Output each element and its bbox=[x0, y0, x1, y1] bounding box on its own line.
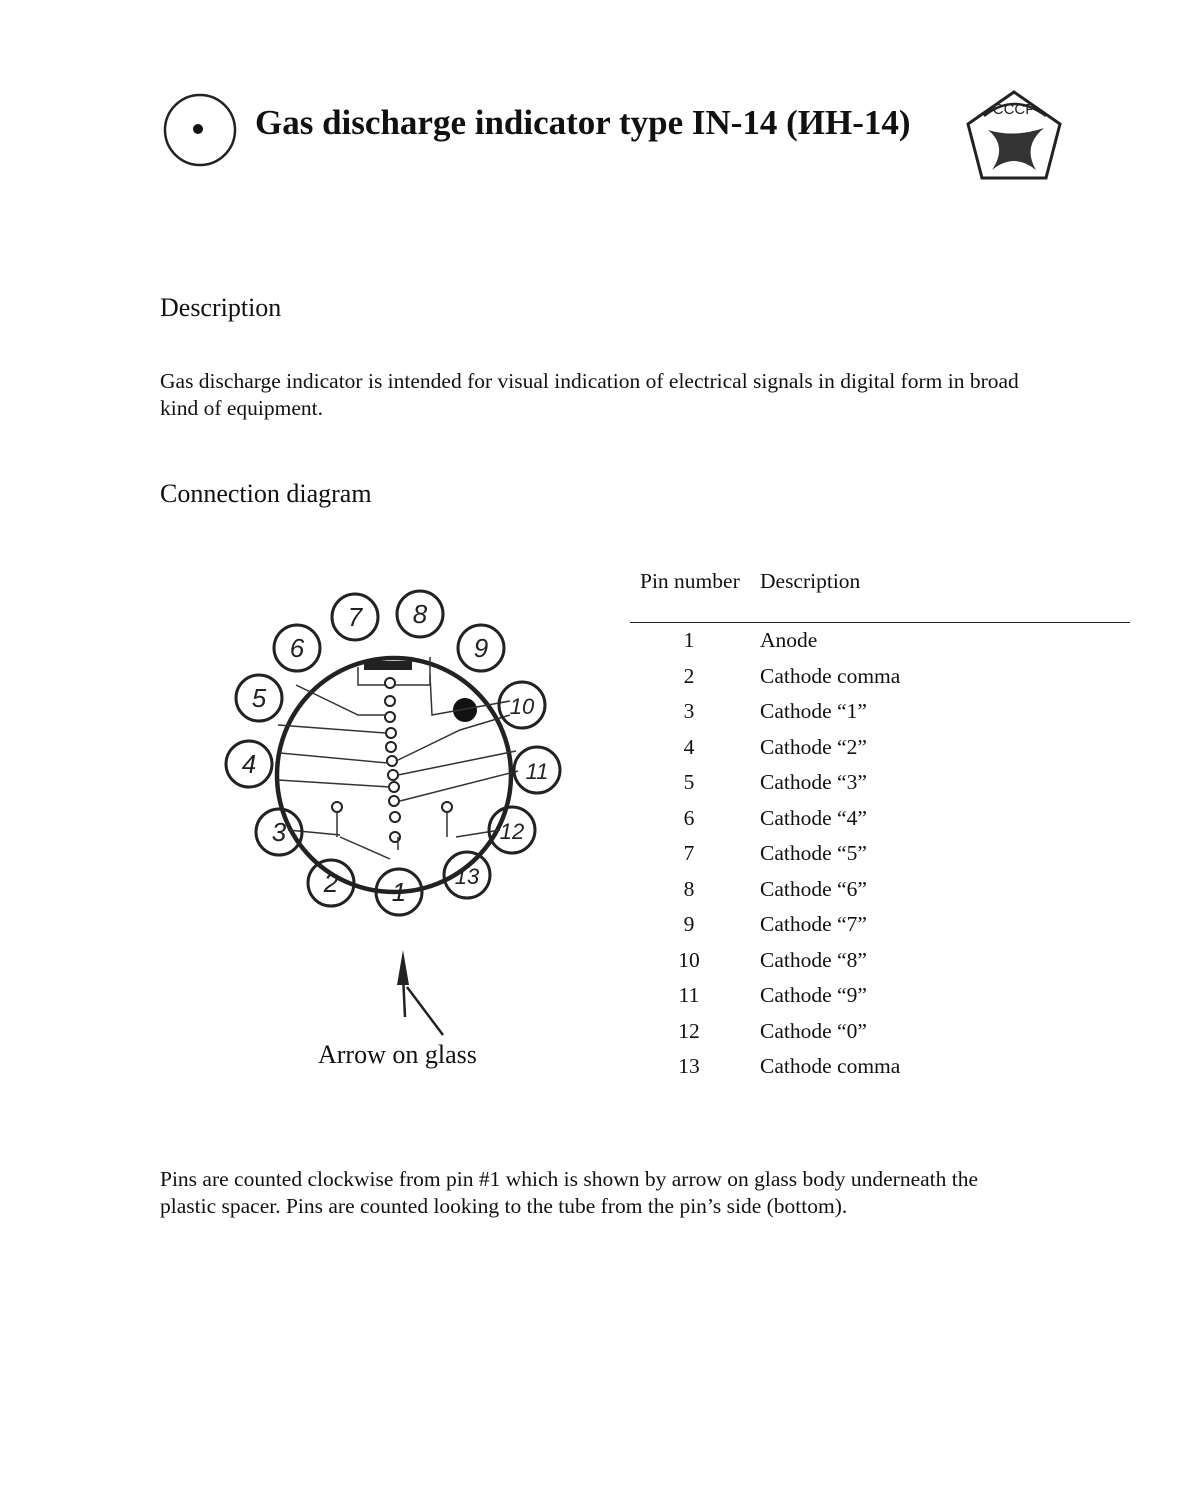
pin-number-cell: 5 bbox=[683, 770, 695, 795]
pin-description-cell: Cathode “2” bbox=[760, 734, 867, 759]
pin-number-cell: 1 bbox=[683, 628, 695, 653]
table-row bbox=[630, 765, 1130, 801]
pinout-diagram bbox=[200, 575, 600, 1045]
arrow-up-icon bbox=[397, 950, 443, 1035]
table-row bbox=[630, 1014, 1130, 1050]
table-row bbox=[630, 623, 1130, 659]
table-row bbox=[630, 730, 1130, 766]
pin-description-cell: Cathode “0” bbox=[760, 1018, 867, 1043]
pin-description-cell: Cathode “8” bbox=[760, 947, 867, 972]
pin-description-cell: Cathode “4” bbox=[760, 805, 867, 830]
pin-description-cell: Cathode comma bbox=[760, 663, 901, 688]
pin-description-cell: Cathode “9” bbox=[760, 983, 867, 1008]
pin-6-label: 6 bbox=[289, 633, 305, 663]
col-header-description: Description bbox=[760, 569, 861, 593]
pin-number-cell: 11 bbox=[678, 983, 700, 1008]
table-row bbox=[630, 836, 1130, 872]
pin-7-label: 7 bbox=[347, 602, 363, 632]
soviet-quality-mark-icon bbox=[960, 86, 1068, 186]
table-row bbox=[630, 694, 1130, 730]
connection-heading: Connection diagram bbox=[160, 479, 372, 508]
footer-text: Pins are counted clockwise from pin #1 which is shown by arrow on glass body underneath the plastic spacer. Pins are counted looking to the tube from the pin’s side (bottom). bbox=[160, 1167, 979, 1218]
pin-10-label: 10 bbox=[509, 694, 535, 719]
pin-description-cell: Cathode comma bbox=[760, 1054, 901, 1079]
pin-description-cell: Anode bbox=[760, 628, 818, 653]
pin-number-cell: 4 bbox=[683, 734, 695, 759]
pin-13-label: 13 bbox=[454, 864, 480, 889]
pin-number-cell: 10 bbox=[678, 947, 700, 972]
pin-11-label: 11 bbox=[525, 759, 549, 784]
anode-bar bbox=[364, 661, 412, 670]
dot-in-circle-icon bbox=[160, 92, 240, 168]
pin-description-cell: Cathode “3” bbox=[760, 770, 867, 795]
table-header-row bbox=[630, 568, 1130, 623]
pin-number-cell: 12 bbox=[678, 1018, 700, 1043]
pin-2-label: 2 bbox=[323, 868, 339, 898]
table-row bbox=[630, 1049, 1130, 1085]
pin-number-cell: 6 bbox=[683, 805, 695, 830]
pin-12-label: 12 bbox=[499, 819, 525, 844]
pin-3-label: 3 bbox=[271, 817, 287, 847]
pin-description-cell: Cathode “5” bbox=[760, 841, 867, 866]
pin-number-cell: 2 bbox=[683, 663, 695, 688]
pin-4-label: 4 bbox=[241, 749, 257, 779]
arrow-label: Arrow on glass bbox=[318, 1040, 477, 1069]
description-text: Gas discharge indicator is intended for visual indication of electrical signals in digital form in broad kind of equipment. bbox=[160, 369, 1019, 420]
pin-description-cell: Cathode “1” bbox=[760, 699, 867, 724]
table-row bbox=[630, 872, 1130, 908]
table-row bbox=[630, 943, 1130, 979]
pin-description-cell: Cathode “6” bbox=[760, 876, 867, 901]
pin-8-label: 8 bbox=[412, 599, 428, 629]
pin-number-cell: 7 bbox=[683, 841, 695, 866]
pin-number-cell: 3 bbox=[683, 699, 695, 724]
col-header-pin: Pin number bbox=[640, 569, 740, 593]
description-heading: Description bbox=[160, 293, 282, 322]
pin-1-label: 1 bbox=[391, 877, 407, 907]
pin-9-label: 9 bbox=[473, 633, 489, 663]
pin-table bbox=[630, 568, 1130, 1085]
pin-number-cell: 8 bbox=[683, 876, 695, 901]
page-title: Gas discharge indicator type IN-14 (ИН-14) bbox=[255, 103, 911, 142]
table-row bbox=[630, 801, 1130, 837]
seal-text: CCCP bbox=[992, 101, 1036, 118]
pin-number-cell: 9 bbox=[683, 912, 695, 937]
table-row bbox=[630, 659, 1130, 695]
table-row bbox=[630, 978, 1130, 1014]
pin-number-cell: 13 bbox=[678, 1054, 700, 1079]
pin-description-cell: Cathode “7” bbox=[760, 912, 867, 937]
table-row bbox=[630, 907, 1130, 943]
pin-5-label: 5 bbox=[251, 683, 267, 713]
